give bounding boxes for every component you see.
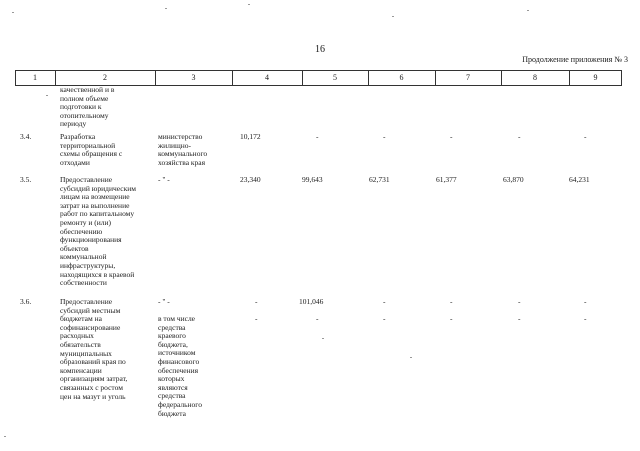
row-3-5-col7: 61,377 [436, 175, 457, 184]
header-col-2: 2 [103, 73, 107, 82]
row-3-4-col9: - [584, 132, 587, 141]
row-3-6-note-col4: - [255, 314, 258, 323]
row-3-6-col6: - [383, 297, 386, 306]
row-3-4-col6: - [383, 132, 386, 141]
row-3-6-note-col5: - [316, 314, 319, 323]
row-3-6-col7: - [450, 297, 453, 306]
row-3-6-executor: - " - [158, 297, 170, 306]
row-0-name: качественной и в полном объеме подготовки к отопительному периоду [60, 85, 115, 129]
row-3-5-col8: 63,870 [503, 175, 524, 184]
row-3-4-col7: - [450, 132, 453, 141]
row-3-4-name: Разработка территориальной схемы обращения с отходами [60, 132, 123, 167]
row-3-6-col8: - [518, 297, 521, 306]
row-3-5-col6: 62,731 [369, 175, 390, 184]
scan-speck [165, 8, 167, 9]
row-3-4-col8: - [518, 132, 521, 141]
row-3-6-note-col7: - [450, 314, 453, 323]
row-3-4-executor: министерство жилищно- коммунального хозяйства края [158, 132, 208, 167]
header-col-7: 7 [466, 73, 470, 82]
row-3-4-col5: - [316, 132, 319, 141]
row-3-5-name: Предоставление субсидий юридическим лицам на возмещение затрат на выполнение работ по капитальному ремонту и (или) обеспечению функционирования объектов коммунальной инфраструктуры, находящихся в краевой собственности [60, 175, 136, 288]
header-col-5: 5 [333, 73, 337, 82]
scan-speck [12, 12, 14, 13]
scan-speck [248, 4, 250, 5]
page-number: 16 [315, 44, 325, 55]
row-3-4-col4: 10,172 [240, 132, 261, 141]
scan-speck [322, 338, 324, 339]
scan-speck [527, 10, 529, 11]
scan-speck [392, 16, 394, 17]
row-3-6-id: 3.6. [20, 297, 32, 306]
row-3-5-col4: 23,340 [240, 175, 261, 184]
table-header-row [15, 70, 622, 86]
row-3-5-id: 3.5. [20, 175, 32, 184]
header-col-4: 4 [265, 73, 269, 82]
row-3-5-col5: 99,643 [302, 175, 323, 184]
row-3-6-note-col8: - [518, 314, 521, 323]
row-3-6-note-col6: - [383, 314, 386, 323]
header-col-9: 9 [593, 73, 598, 82]
row-3-4-id: 3.4. [20, 132, 32, 141]
row-3-5-executor: - " - [158, 175, 170, 184]
row-3-6-executor-note: в том числе средства краевого бюджета, источником финансового обеспечения которых являются средства федерального бюджета [158, 314, 202, 418]
appendix-continuation-label: Продолжение приложения № 3 [522, 55, 628, 64]
row-3-6-col4: - [255, 297, 258, 306]
row-3-6-name: Предоставление субсидий местным бюджетам на софинансирование расходных обязательств муниципальных образований края по компенсации организациям затрат, связанных с ростом цен на мазут и уголь [60, 297, 128, 401]
row-3-5-col9: 64,231 [569, 175, 590, 184]
row-3-6-note-col9: - [584, 314, 587, 323]
scan-speck [4, 436, 6, 437]
header-col-3: 3 [191, 73, 196, 82]
scan-speck [410, 357, 412, 358]
header-col-8: 8 [533, 73, 537, 82]
scan-speck [46, 95, 48, 96]
header-col-1: 1 [33, 73, 37, 82]
header-col-6: 6 [399, 73, 404, 82]
row-3-6-col9: - [584, 297, 587, 306]
row-3-6-col5: 101,046 [299, 297, 324, 306]
